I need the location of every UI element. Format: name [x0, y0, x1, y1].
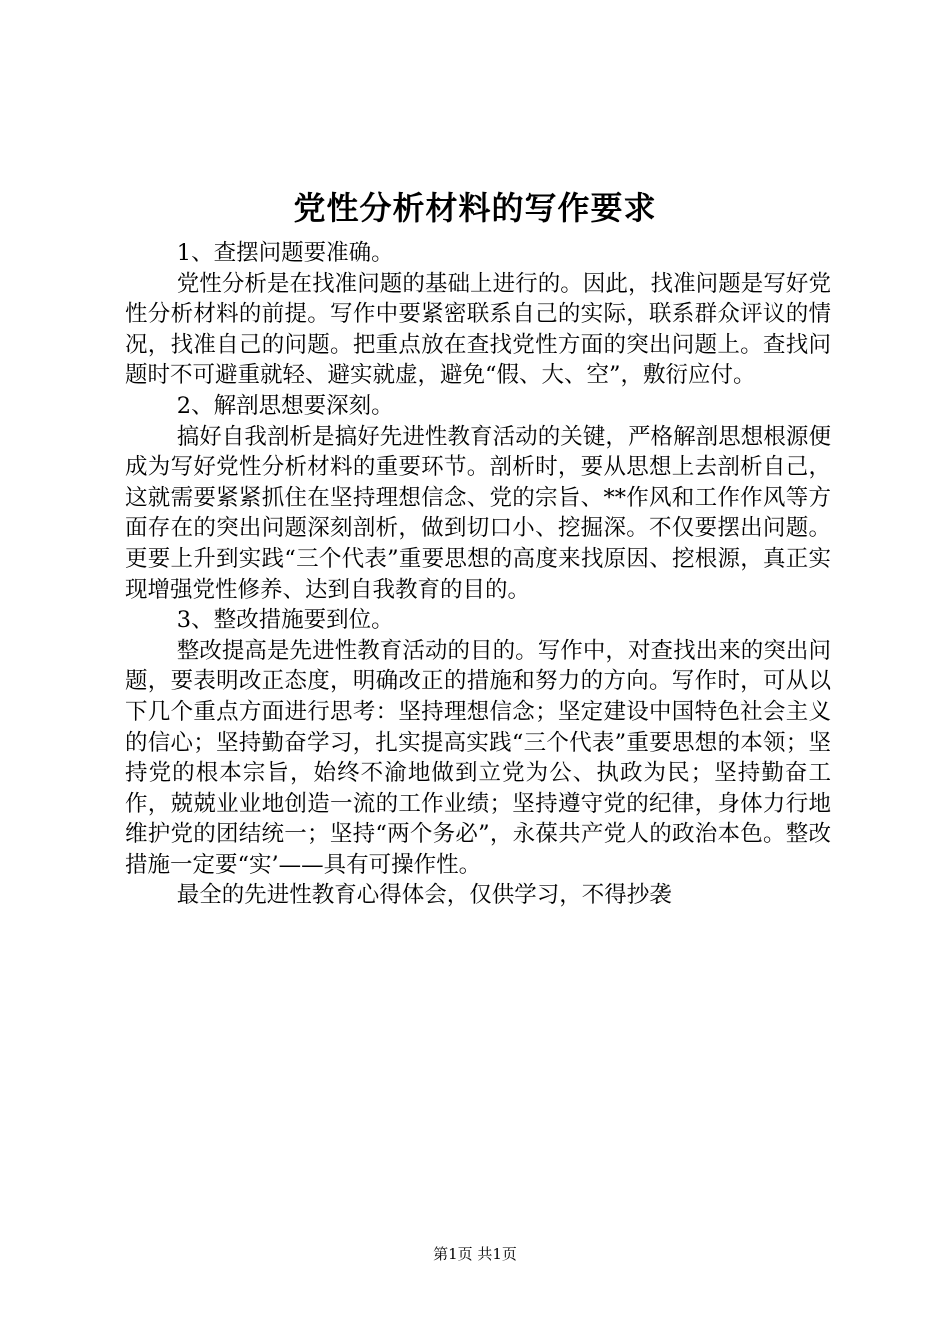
closing-note: 最全的先进性教育心得体会，仅供学习，不得抄袭: [176, 882, 672, 909]
section-heading-2: 2、解剖思想要深刻。: [176, 392, 394, 419]
section-heading-3: 3、整改措施要到位。: [176, 607, 394, 634]
document-title: 党性分析材料的写作要求: [293, 189, 657, 227]
body-paragraph-1: 党性分析是在找准问题的基础上进行的。因此，找准问题是写好党性分析材料的前提。写作中要紧密联系自己的实际，联系群众评议的情况，找准自己的问题。把重点放在查找党性方面的突出问题上。查找问题时不可避重就轻、避实就虚，避免“假、大、空”，敷衍应付。: [125, 270, 831, 389]
body-paragraph-3: 整改提高是先进性教育活动的目的。写作中，对查找出来的突出问题，要表明改正态度，明确改正的措施和努力的方向。写作时，可从以下几个重点方面进行思考：坚持理想信念；坚定建设中国特色社会主义的信心；坚持勤奋学习，扎实提高实践“三个代表”重要思想的本领；坚持党的根本宗旨，始终不渝地做到立党为公、执政为民；坚持勤奋工作，兢兢业业地创造一流的工作业绩；坚持遵守党的纪律，身体力行地维护党的团结统一；坚持“两个务必”，永葆共产党人的政治本色。整改措施一定要“实’——具有可操作性。: [125, 637, 831, 878]
page-footer: 第1页 共1页: [433, 1245, 517, 1263]
section-heading-1: 1、查摆问题要准确。: [176, 240, 394, 266]
document-body: [125, 238, 831, 911]
body-paragraph-2: 搞好自我剖析是搞好先进性教育活动的关键，严格解剖思想根源便成为写好党性分析材料的重要环节。剖析时，要从思想上去剖析自己，这就需要紧紧抓住在坚持理想信念、党的宗旨、**作风和工作作风等方面存在的突出问题深刻剖析，做到切口小、挖掘深。不仅要摆出问题。更要上升到实践“三个代表”重要思想的高度来找原因、挖根源，真正实现增强党性修养、达到自我教育的目的。: [125, 423, 831, 603]
